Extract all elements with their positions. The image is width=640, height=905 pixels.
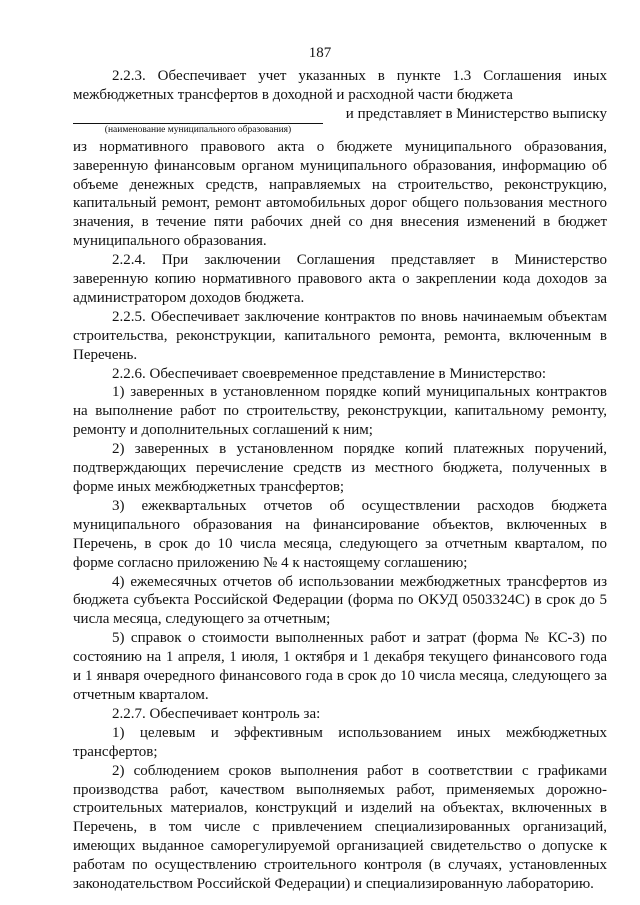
paragraph-2-2-6-item-4: 4) ежемесячных отчетов об использовании межбюджетных трансфертов из бюджета субъекта Российской Федерации (форма по ОКУД 0503324С) в срок до 5 числа месяца, следующего за отчетным; [73,573,607,628]
municipality-blank-caption: (наименование муниципального образования) [104,124,292,135]
page-number: 187 [308,45,332,61]
municipality-name-blank [73,110,323,124]
paragraph-2-2-7-item-1: 1) целевым и эффективным использованием иных межбюджетных трансфертов; [73,724,607,760]
paragraph-2-2-7: 2.2.7. Обеспечивает контроль за: [112,705,321,722]
blank-following-text: и представляет в Министерство выписку [345,105,607,122]
paragraph-2-2-7-item-2: 2) соблюдением сроков выполнения работ в соответствии с графиками производства работ, качеством выполняемых работ, применяемых дорожно-строительных материалов, конструкций и изделий на объектах, включенных в Перечень, в том числе с привлечением специализированных организаций, имеющих выданное саморегулируемой организацией свидетельство о допуске к работам по осуществлению строительного контроля (в случаях, установленных законодательством Российской Федерации) и специализированную лабораторию. [73,762,607,893]
paragraph-2-2-6: 2.2.6. Обеспечивает своевременное представление в Министерство: [112,365,547,382]
paragraph-2-2-6-item-3: 3) ежеквартальных отчетов об осуществлении расходов бюджета муниципального образования на финансирование объектов, включенных в Перечень, в срок до 10 числа месяца, следующего за отчетным кварталом, по форме согласно приложению № 4 к настоящему соглашению; [73,497,607,571]
paragraph-2-2-6-item-5: 5) справок о стоимости выполненных работ и затрат (форма № КС-3) по состоянию на 1 апреля, 1 июля, 1 октября и 1 декабря текущего финансового года и 1 января очередного финансового года в срок до 10 числа месяца, следующего за отчетным кварталом. [73,630,607,703]
paragraph-2-2-4: 2.2.4. При заключении Соглашения представляет в Министерство заверенную копию нормативного правового акта о закреплении кода доходов за администратором доходов бюджета. [73,252,607,306]
paragraph-2-2-3-continuation: из нормативного правового акта о бюджете муниципального образования, заверенную финансовым органом муниципального образования, информацию об объеме денежных средств, направляемых на строительство, реконструкцию, капитальный ремонт, ремонт автомобильных дорог общего пользования местного значения, в течение пяти рабочих дней со дня внесения изменений в бюджет муниципального образования. [73,138,607,250]
paragraph-2-2-5: 2.2.5. Обеспечивает заключение контрактов по вновь начинаемым объектам строительства, реконструкции, капитального ремонта, ремонта, включенным в Перечень. [73,308,607,363]
paragraph-2-2-6-item-2: 2) заверенных в установленном порядке копий платежных поручений, подтверждающих перечисление средств из местного бюджета, полученных в форме иных межбюджетных трансфертов; [73,441,607,496]
paragraph-2-2-3-first-line: 2.2.3. Обеспечивает учет указанных в пункте 1.3 Соглашения иных межбюджетных трансфертов в доходной и расходной части бюджета [73,68,607,103]
document-body [73,67,607,894]
municipality-blank-row [73,105,607,124]
paragraph-2-2-6-item-1: 1) заверенных в установленном порядке копий муниципальных контрактов на выполнение работ по строительству, реконструкции, капитальному ремонту, ремонту и дополнительных соглашений к ним; [73,384,607,439]
